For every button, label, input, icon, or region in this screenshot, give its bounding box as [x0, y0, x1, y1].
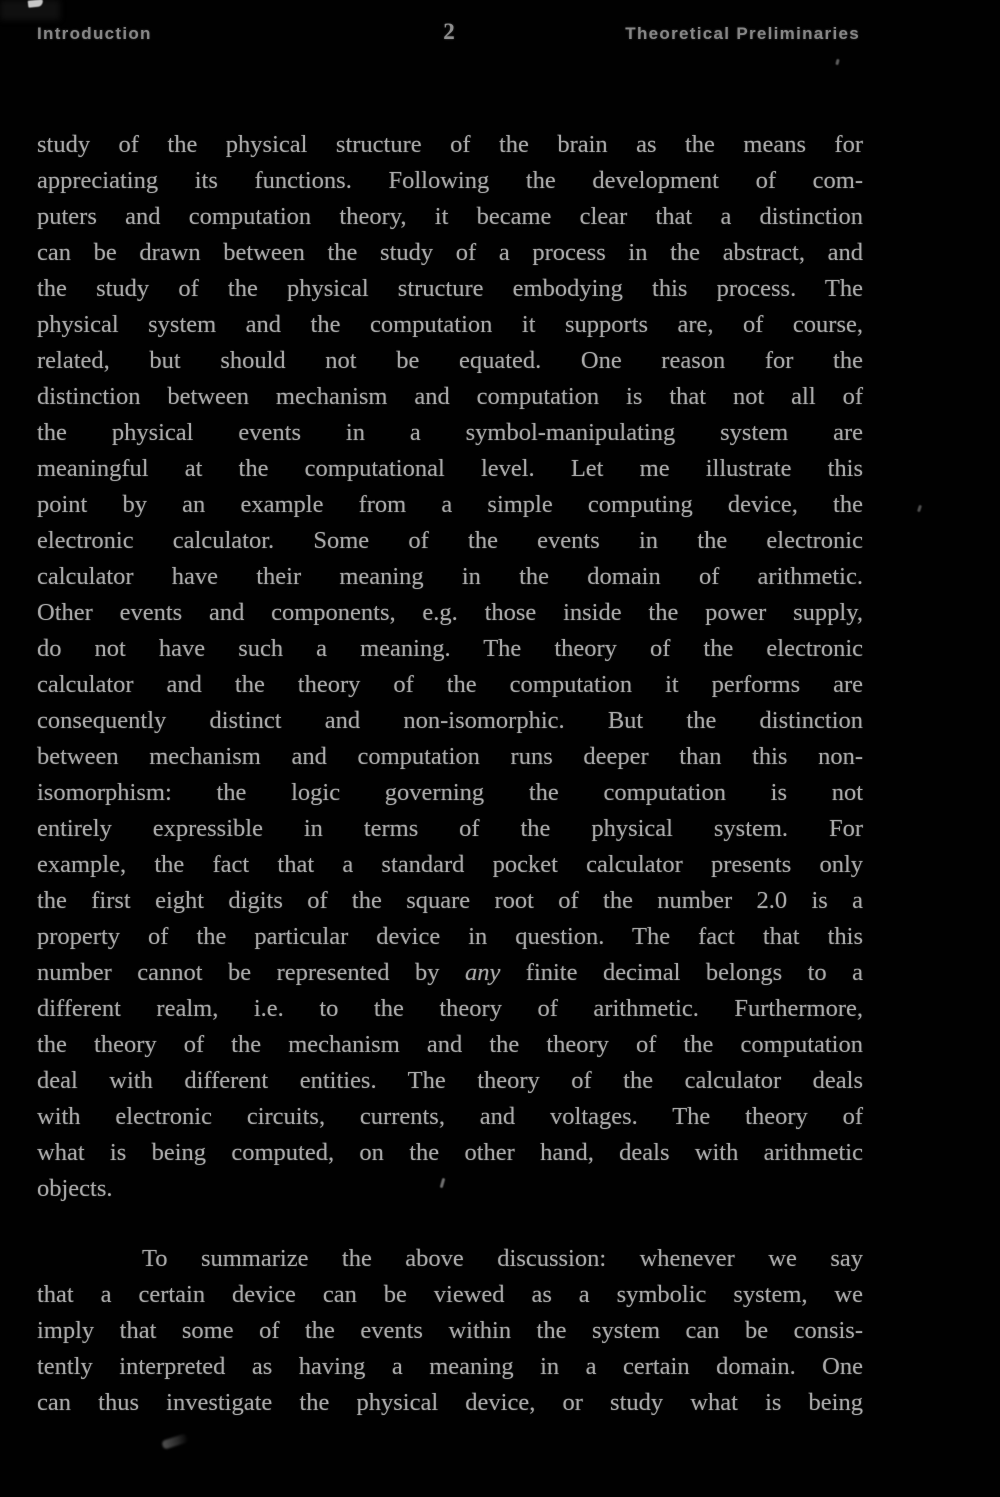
text-line	[37, 379, 863, 415]
text-line	[37, 919, 863, 955]
text-segment: puters and computation theory, it became clear that a distinction	[37, 203, 863, 230]
text-segment: different realm, i.e. to the theory of arithmetic. Furthermore,	[37, 995, 863, 1022]
text-line	[37, 991, 863, 1027]
text-line	[37, 955, 863, 991]
text-segment: the physical events in a symbol-manipulating system are	[37, 419, 863, 446]
text-segment: can thus investigate the physical device, or study what is being	[37, 1389, 863, 1416]
text-line	[37, 559, 863, 595]
text-segment: deal with different entities. The theory of the calculator deals	[37, 1067, 863, 1094]
text-line	[37, 235, 863, 271]
text-line	[37, 1385, 863, 1421]
text-segment: point by an example from a simple computing device, the	[37, 491, 863, 518]
text-segment: property of the particular device in question. The fact that this	[37, 923, 863, 950]
scan-shade-artifact	[0, 0, 60, 20]
text-segment: the theory of the mechanism and the theory of the computation	[37, 1031, 863, 1058]
text-segment: finite decimal belongs to a	[500, 959, 863, 986]
scan-smudge-artifact	[161, 1433, 189, 1450]
scan-corner-artifact	[28, 0, 44, 8]
text-segment: imply that some of the events within the system can be consis-	[37, 1317, 863, 1344]
text-segment: number cannot be represented by	[37, 959, 465, 986]
text-segment: appreciating its functions. Following the development of com-	[37, 167, 863, 194]
paragraph	[37, 127, 863, 1207]
text-segment: meaningful at the computational level. Let me illustrate this	[37, 455, 863, 482]
text-line	[37, 199, 863, 235]
text-segment: objects.	[37, 1175, 113, 1202]
text-segment: study of the physical structure of the brain as the means for	[37, 131, 863, 158]
text-line	[37, 1349, 863, 1385]
text-line	[37, 811, 863, 847]
scan-speck-artifact	[835, 59, 839, 66]
text-segment: isomorphism: the logic governing the computation is not	[37, 779, 863, 806]
text-segment: with electronic circuits, currents, and voltages. The theory of	[37, 1103, 863, 1130]
text-line	[37, 1099, 863, 1135]
page-number: 2	[443, 19, 455, 44]
text-segment: tently interpreted as having a meaning in a certain domain. One	[37, 1353, 863, 1380]
text-line	[37, 415, 863, 451]
text-segment: entirely expressible in terms of the physical system. For	[37, 815, 863, 842]
text-segment: the first eight digits of the square root of the number 2.0 is a	[37, 887, 863, 914]
text-line	[37, 451, 863, 487]
text-line	[37, 631, 863, 667]
text-segment: do not have such a meaning. The theory of the electronic	[37, 635, 863, 662]
text-line	[37, 487, 863, 523]
text-segment: physical system and the computation it supports are, of course,	[37, 311, 863, 338]
text-line	[37, 343, 863, 379]
scan-speck-artifact	[917, 505, 922, 513]
text-segment: calculator and the theory of the computation it performs are	[37, 671, 863, 698]
text-segment: consequently distinct and non-isomorphic. But the distinction	[37, 707, 863, 734]
paragraph	[37, 1241, 863, 1421]
text-line	[37, 595, 863, 631]
text-segment: Other events and components, e.g. those inside the power supply,	[37, 599, 863, 626]
header-chapter-label: Theoretical Preliminaries	[625, 24, 860, 43]
text-segment: To summarize the above discussion: whenever we say	[142, 1245, 863, 1272]
text-segment: any	[464, 959, 501, 986]
text-line	[37, 523, 863, 559]
text-line	[37, 847, 863, 883]
text-segment: example, the fact that a standard pocket calculator presents only	[37, 851, 863, 878]
text-line	[37, 1171, 863, 1207]
text-line	[37, 1063, 863, 1099]
text-line	[37, 1027, 863, 1063]
page-body	[37, 127, 863, 1421]
text-line	[37, 739, 863, 775]
text-segment: the study of the physical structure embodying this process. The	[37, 275, 863, 302]
text-line	[37, 1313, 863, 1349]
text-segment: related, but should not be equated. One reason for the	[37, 347, 863, 374]
text-segment: can be drawn between the study of a process in the abstract, and	[37, 239, 863, 266]
text-line	[37, 667, 863, 703]
text-segment: that a certain device can be viewed as a symbolic system, we	[37, 1281, 863, 1308]
text-line	[37, 1135, 863, 1171]
text-segment: calculator have their meaning in the domain of arithmetic.	[37, 563, 863, 590]
text-segment: what is being computed, on the other hand, deals with arithmetic	[37, 1139, 863, 1166]
header-section-label: Introduction	[37, 24, 152, 43]
text-line	[37, 703, 863, 739]
text-line	[37, 271, 863, 307]
text-line	[37, 163, 863, 199]
text-line	[37, 1241, 863, 1277]
text-line	[37, 307, 863, 343]
text-line	[37, 775, 863, 811]
text-segment: electronic calculator. Some of the events in the electronic	[37, 527, 863, 554]
text-line	[37, 1277, 863, 1313]
text-segment: distinction between mechanism and computation is that not all of	[37, 383, 863, 410]
text-line	[37, 883, 863, 919]
text-segment: between mechanism and computation runs deeper than this non-	[37, 743, 863, 770]
text-line	[37, 127, 863, 163]
